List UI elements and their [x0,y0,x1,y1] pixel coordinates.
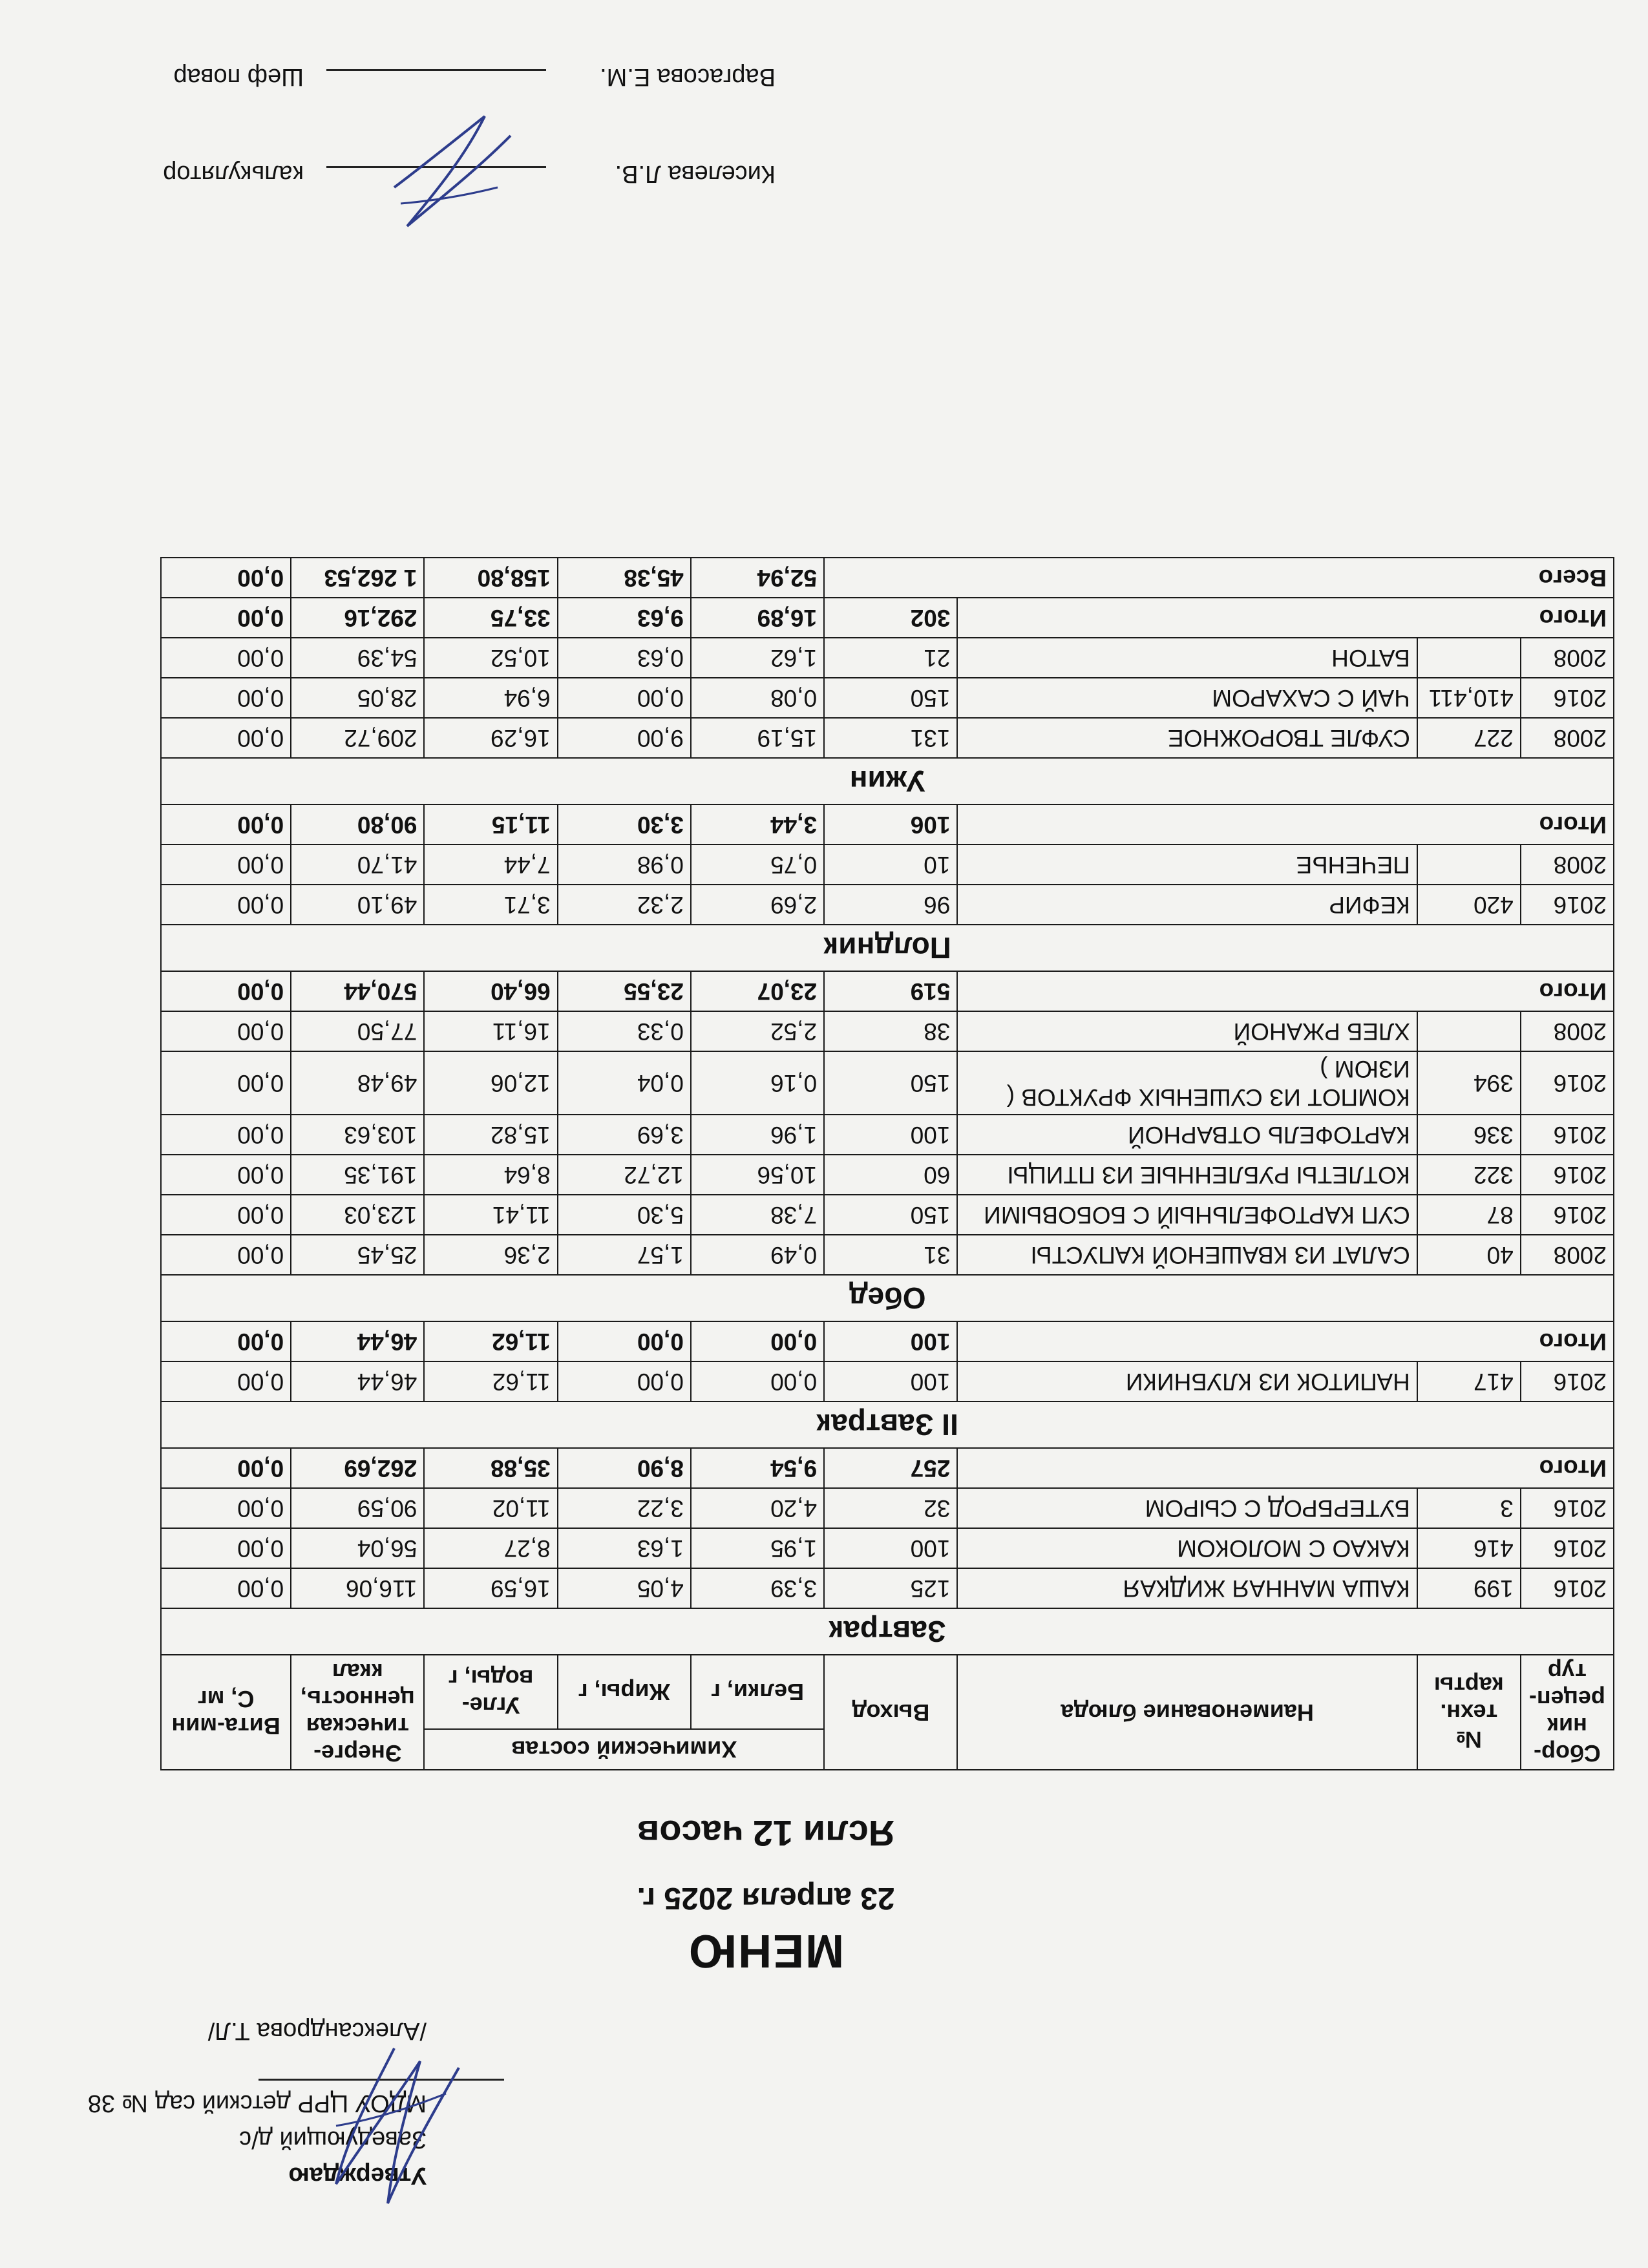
cell-carbs: 11,41 [424,1195,557,1235]
header-protein: Белки, г [691,1655,824,1729]
header-vitamin: Вита-мин С, мг [161,1655,291,1770]
table-row [161,1195,1614,1235]
cell-energy: 54,39 [291,638,424,678]
total-protein: 16,89 [691,598,824,638]
cell-protein: 2,69 [691,885,824,925]
cell-carbs: 10,52 [424,638,557,678]
cell-dish-name: ЧАЙ С САХАРОМ [957,678,1417,718]
header-energy: Энерге-тическая ценность, ккал [291,1655,424,1770]
table-row [161,1528,1614,1568]
cell-energy: 123,03 [291,1195,424,1235]
cell-protein: 1,95 [691,1528,824,1568]
cell-protein: 0,75 [691,845,824,885]
total-yield: 519 [824,971,957,1011]
cell-collection: 2016 [1521,1568,1614,1608]
header-dish-name: Наименование блюда [957,1655,1417,1770]
cell-card-no: 199 [1417,1568,1521,1608]
total-protein: 9,54 [691,1448,824,1488]
cell-yield: 100 [824,1361,957,1402]
menu-date: 23 апреля 2025 г. [637,1881,895,1915]
cell-fat: 3,69 [558,1115,691,1155]
cell-card-no: 227 [1417,718,1521,758]
section-row [161,925,1614,971]
total-row [161,1448,1614,1488]
cell-carbs: 8,64 [424,1155,557,1195]
grand-total-vitamin: 0,00 [161,558,291,598]
cell-dish-name: НАПИТОК ИЗ КЛУБНИКИ [957,1361,1417,1402]
cell-card-no: 3 [1417,1488,1521,1528]
cell-energy: 49,10 [291,885,424,925]
cell-dish-name: ПЕЧЕНЬЕ [957,845,1417,885]
cell-energy: 90,59 [291,1488,424,1528]
cell-energy: 25,45 [291,1235,424,1275]
total-energy: 46,44 [291,1321,424,1361]
cell-fat: 0,00 [558,1361,691,1402]
cell-card-no: 394 [1417,1051,1521,1115]
table-row [161,1155,1614,1195]
total-carbs: 11,62 [424,1321,557,1361]
total-carbs: 33,75 [424,598,557,638]
cell-carbs: 16,11 [424,1011,557,1051]
grand-total-row [161,558,1614,598]
cell-yield: 150 [824,1051,957,1115]
cell-dish-name: СУФЛЕ ТВОРОЖНОЕ [957,718,1417,758]
cell-carbs: 3,71 [424,885,557,925]
cell-fat: 5,30 [558,1195,691,1235]
cell-dish-name: КОМПОТ ИЗ СУШЕНЫХ ФРУКТОВ ( ИЗЮМ ) [957,1051,1417,1115]
total-vitamin: 0,00 [161,804,291,845]
cell-collection: 2008 [1521,718,1614,758]
cell-vitamin: 0,00 [161,638,291,678]
section-row [161,1608,1614,1655]
cell-yield: 60 [824,1155,957,1195]
cell-vitamin: 0,00 [161,1488,291,1528]
cell-protein: 0,49 [691,1235,824,1275]
signature-line-2 [326,69,546,71]
cell-yield: 21 [824,638,957,678]
cell-card-no: 87 [1417,1195,1521,1235]
total-protein: 23,07 [691,971,824,1011]
cell-dish-name: САЛАТ ИЗ КВАШЕНОЙ КАПУСТЫ [957,1235,1417,1275]
total-fat: 9,63 [558,598,691,638]
cell-card-no: 410,411 [1417,678,1521,718]
cell-energy: 103,63 [291,1115,424,1155]
grand-total-energy: 1 262,53 [291,558,424,598]
cell-yield: 10 [824,845,957,885]
calculator-signature-icon [368,97,536,265]
cell-energy: 116,06 [291,1568,424,1608]
header-yield: Выход [824,1655,957,1770]
cell-collection: 2016 [1521,1195,1614,1235]
cell-card-no: 40 [1417,1235,1521,1275]
cell-protein: 10,56 [691,1155,824,1195]
total-fat: 8,90 [558,1448,691,1488]
header-chem: Химический состав [424,1729,824,1770]
cell-carbs: 11,02 [424,1488,557,1528]
cell-yield: 150 [824,1195,957,1235]
section-title: Обед [161,1275,1614,1321]
menu-table [160,557,1614,1770]
cell-yield: 31 [824,1235,957,1275]
cell-carbs: 15,82 [424,1115,557,1155]
cell-collection: 2016 [1521,678,1614,718]
total-energy: 292,16 [291,598,424,638]
table-row [161,1235,1614,1275]
cell-carbs: 6,94 [424,678,557,718]
cell-vitamin: 0,00 [161,1011,291,1051]
cell-fat: 0,04 [558,1051,691,1115]
cell-vitamin: 0,00 [161,678,291,718]
approval-organization: МДОУ ЦРР детский сад № 38 [87,2090,427,2117]
cell-collection: 2008 [1521,638,1614,678]
total-row [161,804,1614,845]
cell-protein: 15,19 [691,718,824,758]
table-row [161,1051,1614,1115]
cell-protein: 4,20 [691,1488,824,1528]
section-row [161,1275,1614,1321]
signature-role-2: Шеф повар [173,63,304,90]
cell-protein: 0,08 [691,678,824,718]
total-protein: 0,00 [691,1321,824,1361]
table-row [161,885,1614,925]
total-yield: 257 [824,1448,957,1488]
cell-dish-name: КЕФИР [957,885,1417,925]
total-energy: 262,69 [291,1448,424,1488]
total-carbs: 66,40 [424,971,557,1011]
total-carbs: 11,15 [424,804,557,845]
total-yield: 100 [824,1321,957,1361]
grand-total-protein: 52,94 [691,558,824,598]
cell-protein: 0,16 [691,1051,824,1115]
cell-protein: 2,52 [691,1011,824,1051]
menu-group: Ясли 12 часов [637,1813,895,1854]
cell-fat: 9,00 [558,718,691,758]
cell-fat: 2,32 [558,885,691,925]
grand-total-label: Всего [824,558,1614,598]
total-energy: 90,80 [291,804,424,845]
cell-card-no: 417 [1417,1361,1521,1402]
cell-collection: 2016 [1521,1528,1614,1568]
cell-collection: 2016 [1521,1115,1614,1155]
total-vitamin: 0,00 [161,598,291,638]
cell-vitamin: 0,00 [161,885,291,925]
cell-vitamin: 0,00 [161,1568,291,1608]
total-row [161,598,1614,638]
table-row [161,1568,1614,1608]
table-row [161,638,1614,678]
cell-collection: 2016 [1521,1155,1614,1195]
table-row [161,845,1614,885]
cell-card-no [1417,638,1521,678]
cell-dish-name: БУТЕРБРОД С СЫРОМ [957,1488,1417,1528]
cell-fat: 1,63 [558,1528,691,1568]
total-vitamin: 0,00 [161,971,291,1011]
cell-fat: 0,98 [558,845,691,885]
cell-dish-name: СУП КАРТОФЕЛЬНЫЙ С БОБОВЫМИ [957,1195,1417,1235]
table-row [161,678,1614,718]
cell-vitamin: 0,00 [161,1195,291,1235]
signature-role-1: калькулятор [163,160,304,187]
total-fat: 23,55 [558,971,691,1011]
table-row [161,1488,1614,1528]
cell-protein: 7,38 [691,1195,824,1235]
total-row [161,1321,1614,1361]
cell-yield: 150 [824,678,957,718]
cell-fat: 4,05 [558,1568,691,1608]
cell-dish-name: БАТОН [957,638,1417,678]
approval-position: Заведующий д/с [239,2126,427,2153]
cell-vitamin: 0,00 [161,1051,291,1115]
cell-energy: 209,72 [291,718,424,758]
grand-total-carbs: 158,80 [424,558,557,598]
section-title: Ужин [161,758,1614,804]
cell-collection: 2016 [1521,1488,1614,1528]
cell-card-no [1417,845,1521,885]
cell-yield: 100 [824,1528,957,1568]
cell-collection: 2008 [1521,1011,1614,1051]
cell-vitamin: 0,00 [161,1115,291,1155]
total-yield: 302 [824,598,957,638]
bleed-through-text [769,205,776,233]
header-carbs: Угле-воды, г [424,1655,557,1729]
header-fat: Жиры, г [558,1655,691,1729]
cell-collection: 2016 [1521,1051,1614,1115]
cell-collection: 2008 [1521,1235,1614,1275]
director-signature-icon [291,2035,485,2229]
cell-vitamin: 0,00 [161,1155,291,1195]
table-row [161,1011,1614,1051]
cell-yield: 32 [824,1488,957,1528]
cell-dish-name: ХЛЕБ РЖАНОЙ [957,1011,1417,1051]
total-label: Итого [957,804,1614,845]
cell-collection: 2008 [1521,845,1614,885]
menu-title: МЕНЮ [687,1925,845,1977]
cell-fat: 0,00 [558,678,691,718]
total-label: Итого [957,598,1614,638]
section-row [161,1402,1614,1448]
cell-fat: 1,57 [558,1235,691,1275]
approval-signatory: /Александрова Т.Л/ [207,2017,427,2044]
cell-carbs: 11,62 [424,1361,557,1402]
total-yield: 106 [824,804,957,845]
cell-carbs: 16,59 [424,1568,557,1608]
cell-energy: 28,05 [291,678,424,718]
total-vitamin: 0,00 [161,1321,291,1361]
cell-vitamin: 0,00 [161,1235,291,1275]
cell-fat: 12,72 [558,1155,691,1195]
section-row [161,758,1614,804]
cell-protein: 1,62 [691,638,824,678]
cell-energy: 41,70 [291,845,424,885]
total-vitamin: 0,00 [161,1448,291,1488]
cell-vitamin: 0,00 [161,1361,291,1402]
section-title: Завтрак [161,1608,1614,1655]
cell-energy: 56,04 [291,1528,424,1568]
cell-energy: 46,44 [291,1361,424,1402]
cell-carbs: 2,36 [424,1235,557,1275]
cell-vitamin: 0,00 [161,718,291,758]
cell-card-no: 416 [1417,1528,1521,1568]
approval-label: Утверждаю [288,2162,427,2189]
cell-vitamin: 0,00 [161,1528,291,1568]
cell-protein: 0,00 [691,1361,824,1402]
cell-energy: 49,48 [291,1051,424,1115]
total-fat: 3,30 [558,804,691,845]
grand-total-fat: 45,38 [558,558,691,598]
cell-protein: 3,39 [691,1568,824,1608]
total-label: Итого [957,971,1614,1011]
cell-yield: 100 [824,1115,957,1155]
cell-fat: 3,22 [558,1488,691,1528]
cell-vitamin: 0,00 [161,845,291,885]
cell-fat: 0,33 [558,1011,691,1051]
total-label: Итого [957,1321,1614,1361]
cell-dish-name: КАКАО С МОЛОКОМ [957,1528,1417,1568]
cell-carbs: 12,06 [424,1051,557,1115]
cell-collection: 2016 [1521,1361,1614,1402]
cell-fat: 0,63 [558,638,691,678]
total-label: Итого [957,1448,1614,1488]
header-card-no: № техн. карты [1417,1655,1521,1770]
section-title: II Завтрак [161,1402,1614,1448]
cell-energy: 77,50 [291,1011,424,1051]
cell-protein: 1,96 [691,1115,824,1155]
total-carbs: 35,88 [424,1448,557,1488]
cell-card-no: 420 [1417,885,1521,925]
signature-name-2: Варгасова Е.М. [600,63,776,90]
table-row [161,718,1614,758]
menu-table-body [161,558,1614,1655]
cell-card-no: 322 [1417,1155,1521,1195]
cell-yield: 125 [824,1568,957,1608]
total-row [161,971,1614,1011]
cell-dish-name: КОТЛЕТЫ РУБЛЕННЫЕ ИЗ ПТИЦЫ [957,1155,1417,1195]
total-fat: 0,00 [558,1321,691,1361]
cell-dish-name: КАРТОФЕЛЬ ОТВАРНОЙ [957,1115,1417,1155]
cell-card-no: 336 [1417,1115,1521,1155]
cell-yield: 131 [824,718,957,758]
table-row [161,1361,1614,1402]
section-title: Полдник [161,925,1614,971]
cell-dish-name: КАША МАННАЯ ЖИДКАЯ [957,1568,1417,1608]
cell-collection: 2016 [1521,885,1614,925]
cell-card-no [1417,1011,1521,1051]
header-collection: Сбор-ник рецеп-тур [1521,1655,1614,1770]
cell-energy: 191,35 [291,1155,424,1195]
cell-carbs: 16,29 [424,718,557,758]
cell-carbs: 8,27 [424,1528,557,1568]
signature-name-1: Киселева Л.В. [615,160,776,187]
total-protein: 3,44 [691,804,824,845]
total-energy: 570,44 [291,971,424,1011]
cell-yield: 96 [824,885,957,925]
table-row [161,1115,1614,1155]
menu-table-wrapper [160,557,1614,1770]
cell-carbs: 7,44 [424,845,557,885]
cell-yield: 38 [824,1011,957,1051]
